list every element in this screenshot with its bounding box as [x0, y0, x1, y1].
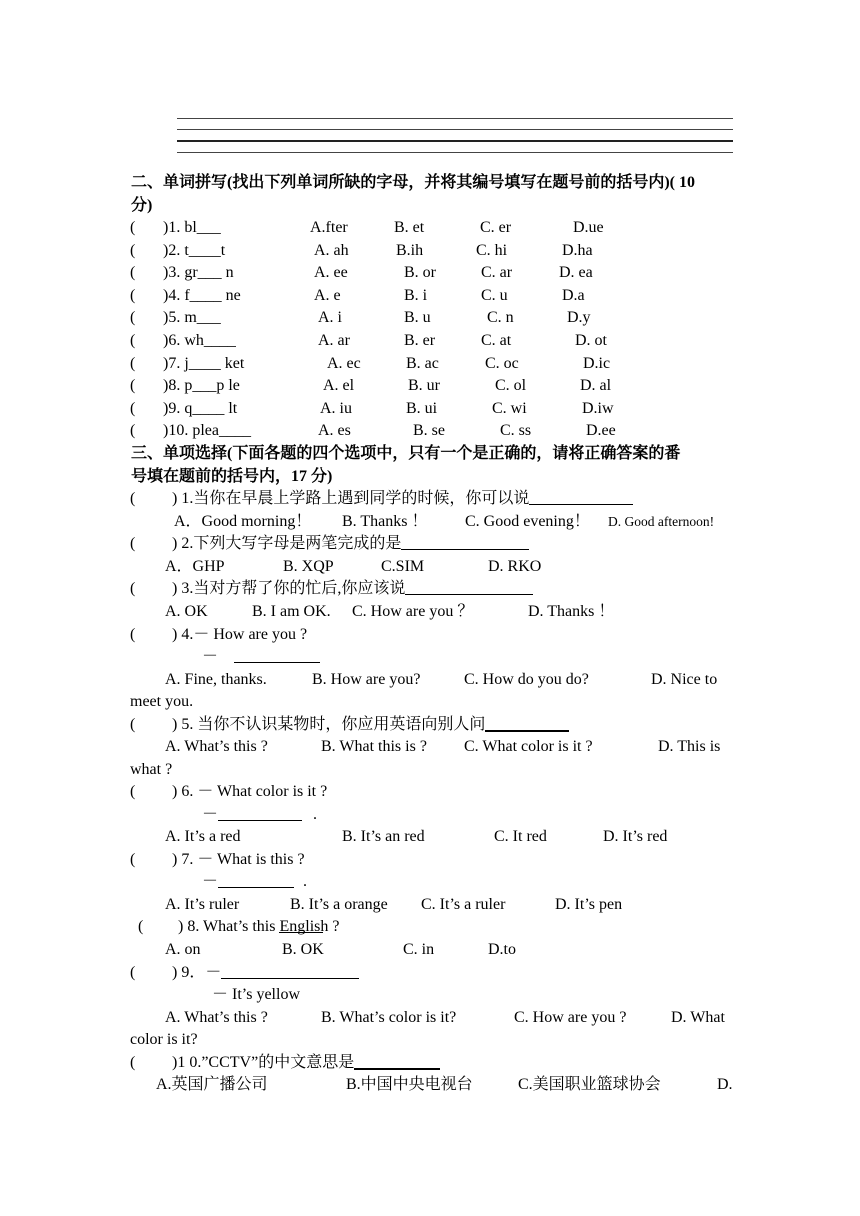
q5-options	[0, 736, 860, 758]
q3-option-c: C. How are you ？	[352, 603, 474, 620]
q4-stem-row	[0, 624, 860, 646]
q6-reply-row	[0, 804, 860, 826]
option-b: B. et	[394, 219, 425, 236]
q5-option-d: D. This is	[658, 738, 721, 755]
option-c: C. wi	[492, 399, 527, 417]
q4-reply-row	[0, 646, 860, 668]
section2-heading-line2: 分)	[131, 196, 153, 214]
q1-stem-text: ) 1.当你在早晨上学路上遇到同学的时候，你可以说	[172, 490, 530, 507]
paren-open: (	[130, 1054, 136, 1071]
answer-blank	[234, 646, 320, 663]
option-b: B. u	[404, 309, 431, 327]
q10-stem-row	[0, 1052, 860, 1074]
q6-option-a: A. It’s a red	[165, 828, 241, 845]
answer-blank	[405, 578, 533, 595]
q10-options	[0, 1074, 860, 1096]
q9-stem-row	[0, 962, 860, 984]
q7-stem: ) 7. － What is this ?	[172, 851, 305, 868]
q5-stem	[172, 714, 485, 736]
option-c: C. at	[481, 332, 512, 349]
q4-option-a: A. Fine, thanks.	[165, 671, 267, 688]
q6-dash: －	[202, 806, 219, 823]
q3-stem-text: ) 3.当对方帮了你的忙后,你应该说	[172, 580, 406, 597]
section2-heading-line1: 二、单词拼写(找出下列单词所缺的字母，并将其编号填写在题号前的括号内)( 10	[131, 174, 695, 191]
paren-open: (	[130, 851, 136, 868]
option-c: C. er	[480, 219, 512, 236]
q9-option-d: D. What	[671, 1009, 725, 1026]
q5-option-d-continued	[0, 759, 860, 781]
q3-option-a: A. OK	[165, 603, 208, 620]
q5-option-a: A. What’s this ?	[165, 738, 268, 755]
paren-open: (	[130, 219, 136, 236]
option-a: A. iu	[320, 399, 352, 417]
q6-option-d: D. It’s red	[603, 828, 668, 845]
option-a: A.fter	[310, 219, 348, 236]
question-text: )9. q____ lt	[163, 399, 238, 417]
q7-option-a: A. It’s ruler	[165, 896, 240, 913]
q4-options	[0, 669, 860, 691]
q10-option-d: D.	[717, 1076, 733, 1093]
q4-option-d-cont: meet you.	[130, 693, 194, 710]
option-b: B. er	[404, 332, 436, 349]
question-text: )8. p___p le	[163, 377, 240, 395]
answer-blank	[218, 804, 302, 821]
q8-option-c: C. in	[403, 941, 435, 958]
option-c: C. hi	[476, 241, 508, 259]
q10-option-c: C.美国职业篮球协会	[518, 1076, 661, 1093]
list-item	[0, 217, 860, 239]
q1-options	[0, 511, 860, 533]
option-c: C. ar	[481, 264, 513, 282]
list-item	[0, 420, 860, 442]
option-c: C. n	[487, 309, 514, 327]
q4-stem: ) 4.－ How are you ?	[172, 626, 308, 643]
question-text: )2. t____t	[163, 241, 226, 259]
paren-open: (	[130, 377, 136, 395]
question-text: )3. gr___ n	[163, 264, 234, 282]
q5-stem-row	[0, 714, 860, 736]
q1-stem	[172, 488, 529, 510]
q10-option-a: A.英国广播公司	[156, 1076, 268, 1093]
option-a: A. ee	[314, 264, 348, 282]
option-d: D. ea	[559, 264, 593, 282]
answer-blank	[401, 533, 529, 550]
option-d: D.y	[567, 309, 591, 327]
list-item	[0, 398, 860, 420]
option-d: D.ic	[583, 354, 611, 372]
paren-open: (	[130, 490, 136, 507]
option-c: C. ss	[500, 422, 532, 440]
q10-stem	[172, 1052, 354, 1074]
option-b: B. or	[404, 264, 436, 282]
answer-blank	[221, 962, 359, 979]
header-rule-lines	[177, 118, 733, 163]
section2-heading	[131, 172, 736, 217]
paren-open: (	[130, 964, 136, 981]
option-a: A. ah	[314, 241, 349, 259]
q9-options	[0, 1007, 860, 1029]
paren-open: (	[130, 422, 136, 440]
q1-option-a: A．Good morning！	[174, 513, 312, 530]
q8-stem-post: English ?	[279, 918, 340, 935]
q2-stem	[172, 533, 401, 555]
option-c: C. ol	[495, 377, 527, 395]
paren-open: (	[130, 309, 136, 327]
list-item	[0, 330, 860, 352]
option-a: A. es	[318, 422, 351, 440]
q7-reply-row	[0, 871, 860, 893]
answer-blank	[354, 1052, 440, 1070]
q8-stem-pre: ) 8. What’s this	[178, 918, 276, 935]
q10-stem-text: )1 0.”CCTV”的中文意思是	[172, 1054, 355, 1071]
option-d: D. al	[580, 377, 612, 395]
question-text: )7. j____ ket	[163, 354, 245, 372]
q9-stem	[172, 962, 221, 984]
q3-stem-row	[0, 578, 860, 600]
option-a: A. el	[323, 377, 355, 395]
question-text: )6. wh____	[163, 332, 236, 349]
paren-open: (	[130, 580, 136, 597]
q9-option-b: B. What’s color is it?	[321, 1009, 457, 1026]
q8-option-a: A. on	[165, 941, 201, 958]
q3-options	[0, 601, 860, 623]
q4-option-b: B. How are you?	[312, 671, 421, 688]
q2-stem-text: ) 2.下列大写字母是两笔完成的是	[172, 535, 402, 552]
q2-option-d: D. RKO	[488, 558, 542, 575]
section3-heading-line2: 号填在题前的括号内，17 分)	[131, 467, 333, 485]
q6-stem-row	[0, 781, 860, 803]
paren-open: (	[130, 716, 136, 733]
section3-heading-line1: 三、单项选择(下面各题的四个选项中，只有一个是正确的，请将正确答案的番	[131, 445, 681, 462]
paren-open: (	[138, 918, 144, 935]
paren-open: (	[130, 535, 136, 552]
q7-options	[0, 894, 860, 916]
q2-option-b: B. XQP	[283, 558, 334, 575]
q7-option-d: D. It’s pen	[555, 896, 623, 913]
q8-stem	[178, 916, 339, 938]
q1-stem-row	[0, 488, 860, 510]
q6-options	[0, 826, 860, 848]
q9-answer: － It’s yellow	[212, 986, 300, 1003]
question-text: )1. bl___	[163, 219, 221, 236]
answer-blank	[529, 488, 633, 505]
q4-option-c: C. How do you do?	[464, 671, 589, 688]
q3-option-b: B. I am OK.	[252, 603, 331, 620]
answer-blank	[218, 871, 294, 888]
q1-option-c: C. Good evening！	[465, 513, 590, 530]
answer-blank	[485, 714, 569, 732]
option-c: C. u	[481, 286, 508, 304]
option-d: D.ue	[573, 219, 604, 236]
option-b: B. ac	[406, 354, 439, 372]
q9-option-c: C. How are you ?	[514, 1009, 627, 1026]
q9-option-a: A. What’s this ?	[165, 1009, 268, 1026]
q9-stem-text: ) 9．－	[172, 964, 222, 981]
list-item	[0, 307, 860, 329]
q7-option-b: B. It’s a orange	[290, 896, 388, 913]
paren-open: (	[130, 241, 136, 259]
q9-option-d-cont: color is it?	[130, 1031, 198, 1048]
q8-option-b: B. OK	[282, 941, 324, 958]
list-item	[0, 262, 860, 284]
option-c: C. oc	[485, 354, 519, 372]
question-text: )10. plea____	[163, 422, 251, 440]
q9-option-d-continued	[0, 1029, 860, 1051]
q8-stem-row	[0, 916, 860, 938]
q3-option-d: D. Thanks ！	[528, 603, 615, 620]
list-item	[0, 240, 860, 262]
option-b: B. se	[413, 422, 445, 440]
q2-options	[0, 556, 860, 578]
question-text: )4. f____ ne	[163, 286, 241, 304]
list-item	[0, 285, 860, 307]
option-b: B.ih	[396, 241, 424, 259]
paren-open: (	[130, 332, 136, 349]
list-item	[0, 375, 860, 397]
q8-options	[0, 939, 860, 961]
q6-stem: ) 6. － What color is it ?	[172, 783, 328, 800]
q2-option-c: C.SIM	[381, 558, 425, 575]
q2-stem-row	[0, 533, 860, 555]
q1-option-d: D. Good afternoon!	[608, 514, 715, 529]
question-text: )5. m___	[163, 309, 221, 327]
q3-stem	[172, 578, 405, 600]
q4-dash: －	[202, 648, 219, 665]
answer-blank	[279, 916, 323, 933]
q8-option-d: D.to	[488, 941, 516, 958]
q5-option-b: B. What this is ?	[321, 738, 427, 755]
q5-option-c: C. What color is it ?	[464, 738, 593, 755]
q7-dash: －	[202, 873, 219, 890]
q6-period: .	[313, 806, 317, 823]
option-d: D.ha	[562, 241, 593, 259]
q4-option-d-continued	[0, 691, 860, 713]
q7-period: .	[303, 873, 307, 890]
q7-option-c: C. It’s a ruler	[421, 896, 506, 913]
option-d: D.iw	[582, 399, 614, 417]
q1-option-b: B. Thanks ！	[342, 513, 428, 530]
q6-option-b: B. It’s an red	[342, 828, 425, 845]
paren-open: (	[130, 354, 136, 372]
option-d: D. ot	[575, 332, 607, 349]
q9-answer-row	[0, 984, 860, 1006]
q6-option-c: C. It red	[494, 828, 547, 845]
paren-open: (	[130, 286, 136, 304]
paren-open: (	[130, 399, 136, 417]
option-b: B. ui	[406, 399, 438, 417]
q5-option-d-cont: what ?	[130, 761, 173, 778]
option-a: A. ec	[327, 354, 361, 372]
q7-stem-row	[0, 849, 860, 871]
paren-open: (	[130, 783, 136, 800]
option-d: D.ee	[586, 422, 616, 440]
option-a: A. i	[318, 309, 342, 327]
paren-open: (	[130, 264, 136, 282]
list-item	[0, 353, 860, 375]
q10-option-b: B.中国中央电视台	[346, 1076, 473, 1093]
option-b: B. i	[404, 286, 428, 304]
paren-open: (	[130, 626, 136, 643]
option-a: A. e	[314, 286, 341, 304]
option-b: B. ur	[408, 377, 440, 395]
section3-heading	[131, 443, 736, 488]
q2-option-a: A．GHP	[165, 558, 225, 575]
q4-option-d: D. Nice to	[651, 671, 718, 688]
option-d: D.a	[562, 286, 585, 304]
q5-stem-text: ) 5. 当你不认识某物时，你应用英语向别人问	[172, 716, 486, 733]
option-a: A. ar	[318, 332, 350, 349]
